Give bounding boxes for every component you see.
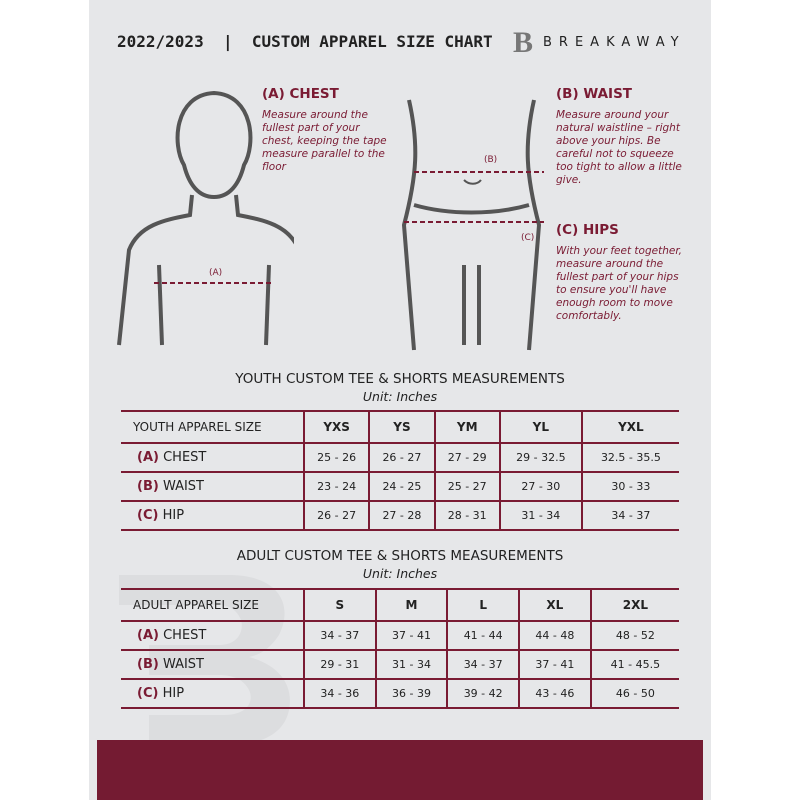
measurement-value: 27 - 28 — [369, 501, 434, 530]
size-header: YS — [369, 411, 434, 443]
table-row — [121, 472, 679, 501]
size-label-header: YOUTH APPAREL SIZE — [121, 411, 304, 443]
size-header: XL — [519, 589, 591, 621]
measurement-value: 39 - 42 — [447, 679, 519, 708]
measurement-label — [121, 501, 304, 530]
measurement-value: 43 - 46 — [519, 679, 591, 708]
table-header-row — [121, 411, 679, 443]
measurement-value: 24 - 25 — [369, 472, 434, 501]
measurement-value: 34 - 36 — [304, 679, 376, 708]
measurement-name: CHEST — [163, 627, 207, 643]
chest-marker: (A) — [209, 268, 223, 278]
size-header: S — [304, 589, 376, 621]
size-header: M — [376, 589, 448, 621]
waist-instructions — [556, 86, 691, 187]
measurement-value: 46 - 50 — [591, 679, 679, 708]
measurement-key: (B) — [137, 478, 159, 494]
size-header: YM — [435, 411, 500, 443]
measurement-value: 26 - 27 — [304, 501, 369, 530]
measurement-value: 25 - 26 — [304, 443, 369, 472]
hips-text: With your feet together, measure around the fullest part of your hips to ensure you'll have enough room to move comfortably. — [556, 245, 683, 322]
measurement-value: 41 - 45.5 — [591, 650, 679, 679]
measurement-label — [121, 621, 304, 650]
measurement-value: 29 - 32.5 — [500, 443, 582, 472]
measurement-label — [121, 679, 304, 708]
waist-marker: (B) — [484, 155, 498, 165]
measurement-value: 27 - 29 — [435, 443, 500, 472]
measurement-value: 37 - 41 — [376, 621, 448, 650]
hips-title: (C) HIPS — [556, 222, 619, 238]
adult-table-title: ADULT CUSTOM TEE & SHORTS MEASUREMENTS — [236, 548, 564, 564]
brand-name: BREAKAWAY — [543, 35, 686, 50]
table-row — [121, 679, 679, 708]
page-title: 2022/2023 | CUSTOM APPAREL SIZE CHART — [117, 32, 493, 51]
youth-size-table — [121, 410, 679, 531]
measurement-value: 29 - 31 — [304, 650, 376, 679]
measurement-value: 28 - 31 — [435, 501, 500, 530]
chest-text: Measure around the fullest part of your chest, keeping the tape measure parallel to the floor — [262, 109, 387, 173]
size-label-header: ADULT APPAREL SIZE — [121, 589, 304, 621]
measurement-name: HIP — [162, 685, 185, 701]
size-chart-page — [89, 0, 711, 800]
adult-size-table — [121, 588, 679, 709]
measurement-value: 25 - 27 — [435, 472, 500, 501]
measurement-value: 30 - 33 — [582, 472, 679, 501]
table-row — [121, 501, 679, 530]
measurement-key: (C) — [137, 685, 159, 701]
measurement-key: (A) — [137, 627, 159, 643]
measurement-value: 37 - 41 — [519, 650, 591, 679]
size-header: YXL — [582, 411, 679, 443]
footer-band — [97, 740, 703, 800]
hips-instructions — [556, 222, 691, 323]
measurement-value: 44 - 48 — [519, 621, 591, 650]
size-header: 2XL — [591, 589, 679, 621]
size-header: YL — [500, 411, 582, 443]
size-header: YXS — [304, 411, 369, 443]
size-header: L — [447, 589, 519, 621]
brand-logo — [513, 26, 686, 60]
lower-body-illustration — [399, 95, 549, 355]
measurement-value: 34 - 37 — [447, 650, 519, 679]
chest-instructions — [262, 86, 392, 174]
waist-title: (B) WAIST — [556, 86, 633, 102]
table-row — [121, 650, 679, 679]
measurement-name: HIP — [162, 507, 185, 523]
logo-mark: B — [513, 26, 534, 59]
measurement-value: 48 - 52 — [591, 621, 679, 650]
youth-table-title: YOUTH CUSTOM TEE & SHORTS MEASUREMENTS — [235, 371, 565, 387]
measurement-key: (C) — [137, 507, 159, 523]
measurement-key: (A) — [137, 449, 159, 465]
measurement-value: 32.5 - 35.5 — [582, 443, 679, 472]
measurement-label — [121, 443, 304, 472]
measurement-value: 34 - 37 — [304, 621, 376, 650]
adult-table-unit: Unit: Inches — [362, 566, 438, 581]
measurement-value: 34 - 37 — [582, 501, 679, 530]
measurement-name: WAIST — [162, 478, 205, 494]
measurement-name: CHEST — [163, 449, 207, 465]
measurement-value: 41 - 44 — [447, 621, 519, 650]
waist-text: Measure around your natural waistline – right above your hips. Be careful not to squeeze too tight to allow a little give. — [556, 109, 682, 186]
measurement-value: 26 - 27 — [369, 443, 434, 472]
measurement-value: 27 - 30 — [500, 472, 582, 501]
hips-marker: (C) — [521, 233, 535, 243]
measurement-value: 31 - 34 — [500, 501, 582, 530]
measurement-name: WAIST — [162, 656, 205, 672]
measurement-value: 36 - 39 — [376, 679, 448, 708]
table-row — [121, 443, 679, 472]
measurement-label — [121, 650, 304, 679]
youth-table-unit: Unit: Inches — [362, 389, 438, 404]
chest-title: (A) CHEST — [262, 86, 339, 102]
measurement-label — [121, 472, 304, 501]
measurement-value: 31 - 34 — [376, 650, 448, 679]
table-row — [121, 621, 679, 650]
measurement-value: 23 - 24 — [304, 472, 369, 501]
table-header-row — [121, 589, 679, 621]
measurement-key: (B) — [137, 656, 159, 672]
